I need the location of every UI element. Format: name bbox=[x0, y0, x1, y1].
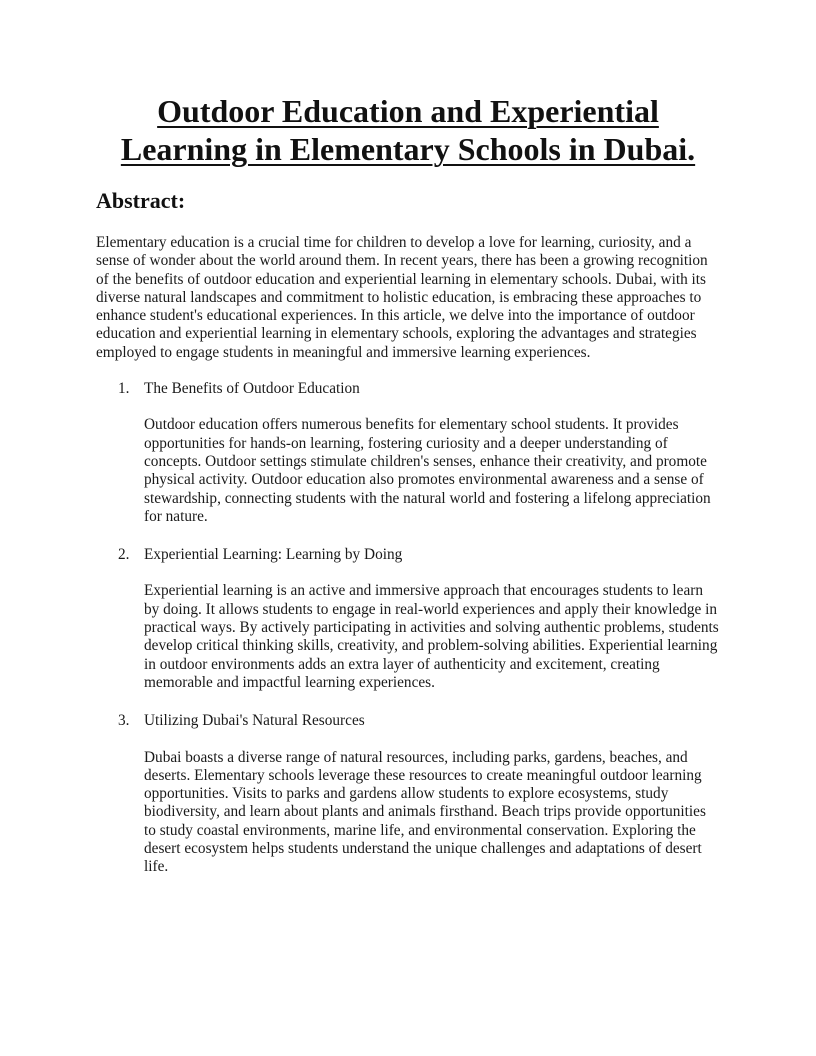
section-number: 2. bbox=[118, 546, 130, 564]
section-item bbox=[96, 712, 720, 876]
abstract-heading: Abstract: bbox=[96, 188, 186, 213]
section-number: 3. bbox=[118, 712, 130, 730]
section-item bbox=[96, 546, 720, 692]
section-item bbox=[96, 380, 720, 526]
abstract-paragraph: Elementary education is a crucial time for children to develop a love for learning, curiosity, and a sense of wonder about the world around them. In recent years, there has been a growing recognition of the benefits of outdoor education and experiential learning in elementary schools. Dubai, with its diverse natural landscapes and commitment to holistic education, is embracing these approaches to enhance student's educational experiences. In this article, we delve into the importance of outdoor education and experiential learning in elementary schools, exploring the advantages and strategies employed to engage students in meaningful and immersive learning experiences. bbox=[96, 234, 708, 361]
section-heading: Experiential Learning: Learning by Doing bbox=[144, 546, 403, 564]
section-number: 1. bbox=[118, 380, 130, 398]
section-heading: The Benefits of Outdoor Education bbox=[144, 380, 360, 398]
section-paragraph: Experiential learning is an active and immersive approach that encourages students to learn by doing. It allows students to engage in real-world experiences and apply their knowledge in practical ways. By actively participating in activities and solving authentic problems, students develop critical thinking skills, creativity, and problem-solving abilities. Experiential learning in outdoor environments adds an extra layer of authenticity and excitement, creating memorable and impactful learning experiences. bbox=[144, 582, 719, 691]
section-paragraph: Dubai boasts a diverse range of natural resources, including parks, gardens, beaches, and deserts. Elementary schools leverage these resources to create meaningful outdoor learning opportunities. Visits to parks and gardens allow students to explore ecosystems, study biodiversity, and learn about plants and animals firsthand. Beach trips provide opportunities to study coastal environments, marine life, and environmental conservation. Exploring the desert ecosystem helps students understand the unique challenges and adaptations of desert life. bbox=[144, 748, 706, 876]
section-paragraph: Outdoor education offers numerous benefits for elementary school students. It provides opportunities for hands-on learning, fostering curiosity and a deeper understanding of concepts. Outdoor settings stimulate children's senses, enhance their creativity, and promote physical activity. Outdoor education also promotes environmental awareness and a sense of stewardship, connecting students with the natural world and fostering a lifelong appreciation for nature. bbox=[144, 416, 711, 525]
section-list bbox=[96, 380, 720, 877]
document-title: Outdoor Education and Experiential Learning in Elementary Schools in Dubai. bbox=[120, 93, 696, 167]
section-heading: Utilizing Dubai's Natural Resources bbox=[144, 712, 365, 730]
